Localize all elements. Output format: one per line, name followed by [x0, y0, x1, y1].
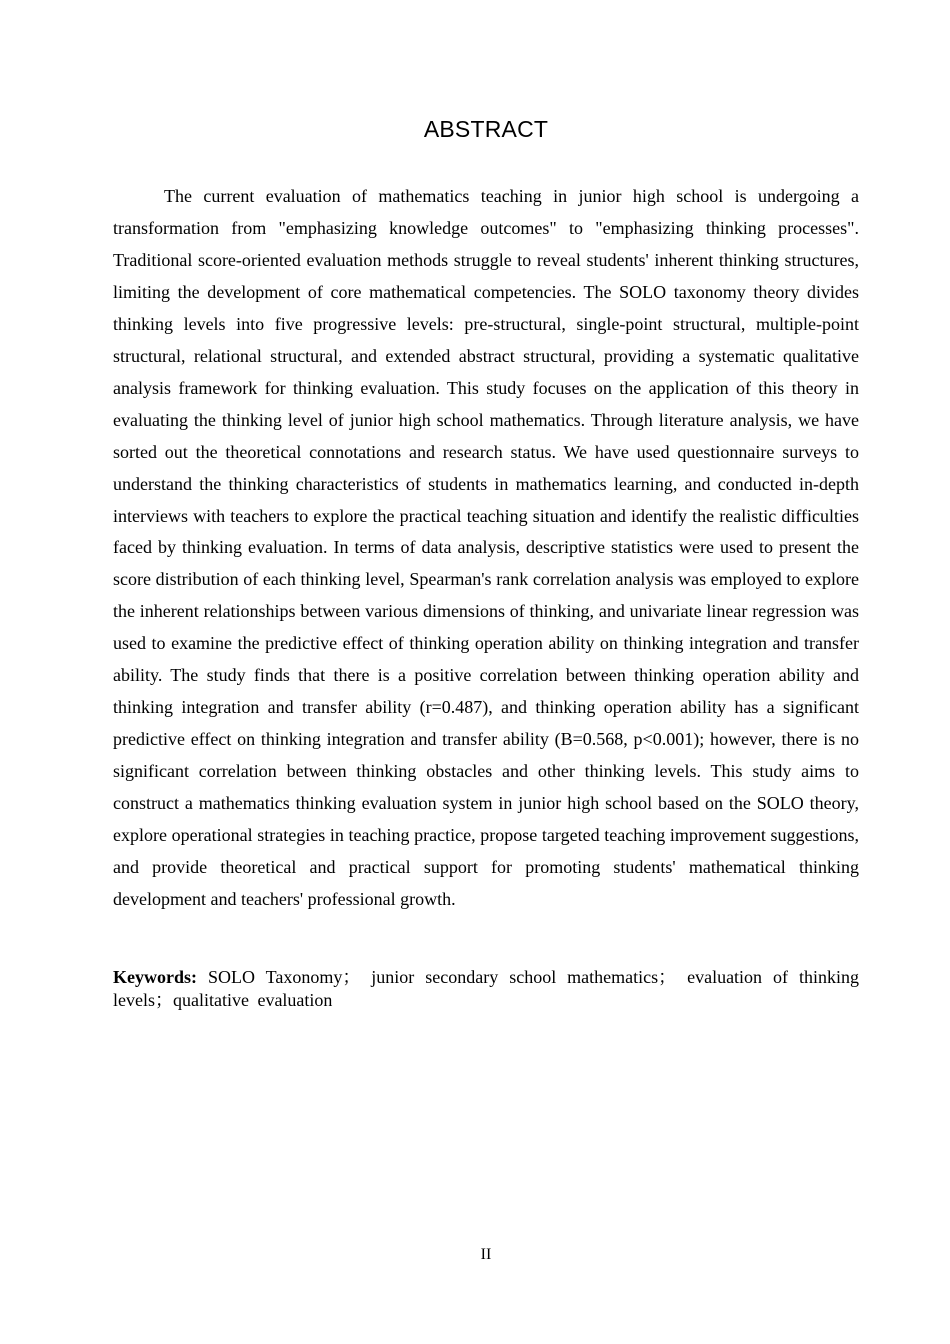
keywords-line — [113, 966, 859, 1012]
abstract-title: ABSTRACT — [423, 116, 549, 142]
abstract-paragraph: The current evaluation of mathematics teaching in junior high school is undergoing a transformation from "emphasizing knowledge outcomes" to "emphasizing thinking processes". Traditional score-oriented evaluation methods struggle to reveal students' inherent thinking structures, limiting the development of core mathematical competencies. The SOLO taxonomy theory divides thinking levels into five progressive levels: pre-structural, single-point structural, multiple-point structural, relational structural, and extended abstract structural, providing a systematic qualitative analysis framework for thinking evaluation. This study focuses on the application of this theory in evaluating the thinking level of junior high school mathematics. Through literature analysis, we have sorted out the theoretical connotations and research status. We have used questionnaire surveys to understand the thinking characteristics of students in mathematics learning, and conducted in-depth interviews with teachers to explore the practical teaching situation and identify the realistic difficulties faced by thinking evaluation. In terms of data analysis, descriptive statistics were used to present the score distribution of each thinking level, Spearman's rank correlation analysis was employed to explore the inherent relationships between various dimensions of thinking, and univariate linear regression was used to examine the predictive effect of thinking operation ability on thinking integration and transfer ability. The study finds that there is a positive correlation between thinking operation ability and thinking integration and transfer ability (r=0.487), and thinking operation ability has a significant predictive effect on thinking integration and transfer ability (B=0.568, p<0.001); however, there is no significant correlation between thinking obstacles and other thinking levels. This study aims to construct a mathematics thinking evaluation system in junior high school based on the SOLO theory, explore operational strategies in teaching practice, propose targeted teaching improvement suggestions, and provide theoretical and practical support for promoting students' mathematical thinking development and teachers' professional growth. — [113, 186, 859, 909]
keywords-text: SOLO Taxonomy； junior secondary school mathematics； evaluation of thinking levels；qualitative evaluation — [113, 967, 859, 1010]
page-number: II — [480, 1246, 492, 1263]
keywords-label: Keywords: — [113, 967, 197, 987]
